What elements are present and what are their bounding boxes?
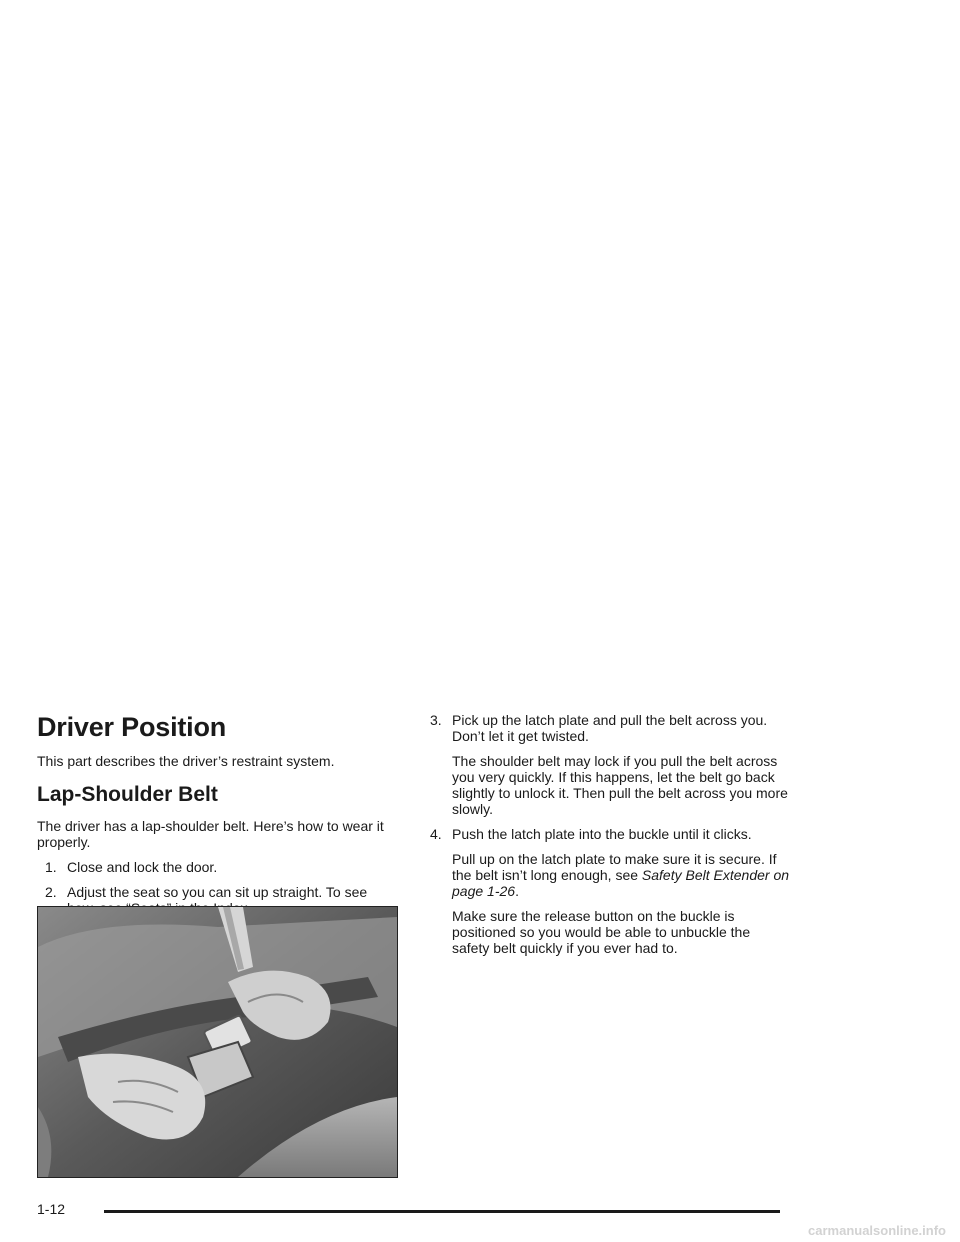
note-punctuation: . — [515, 883, 519, 899]
cross-reference-link[interactable]: Safety Belt Extender on page 1-26 — [452, 867, 790, 899]
body-text: The driver has a lap-shoulder belt. Here’s how to wear it properly. — [37, 818, 384, 850]
step-text: Pick up the latch plate and pull the belt across you. Don’t let it get twisted. — [452, 712, 768, 744]
subsection-title: Lap-Shoulder Belt — [37, 783, 218, 806]
step-4 — [430, 826, 790, 842]
step-3-note: The shoulder belt may lock if you pull the belt across you very quickly. If this happens, let the belt go back slightly to unlock it. Then pull the belt across you more slowly. — [452, 753, 788, 817]
watermark: carmanualsonline.info — [808, 1223, 946, 1238]
step-4-note-2: Make sure the release button on the buckle is positioned so you would be able to unbuckle the safety belt quickly if you ever had to. — [452, 908, 751, 956]
footer-divider — [104, 1210, 780, 1213]
section-title: Driver Position — [37, 712, 227, 742]
seatbelt-illustration — [37, 906, 398, 1178]
step-3 — [430, 712, 790, 744]
seatbelt-drawing — [38, 907, 397, 1177]
step-number: 4. — [430, 826, 442, 842]
step-number: 2. — [45, 884, 57, 900]
note-text: Pull up on the latch plate to make sure it is secure. If the belt isn’t long enough, see — [452, 851, 777, 883]
left-column — [37, 712, 397, 925]
intro-text: This part describes the driver’s restraint system. — [37, 753, 335, 769]
step-text: Close and lock the door. — [67, 859, 218, 875]
step-text: Adjust the seat so you can sit up straight. To see — [67, 884, 368, 900]
step-text: Push the latch plate into the buckle until it clicks. — [452, 826, 752, 842]
right-column — [430, 712, 790, 965]
step-1 — [45, 859, 397, 875]
step-number: 1. — [45, 859, 57, 875]
step-number: 3. — [430, 712, 442, 728]
step-4-note — [430, 851, 790, 899]
page-number: 1-12 — [37, 1201, 66, 1217]
